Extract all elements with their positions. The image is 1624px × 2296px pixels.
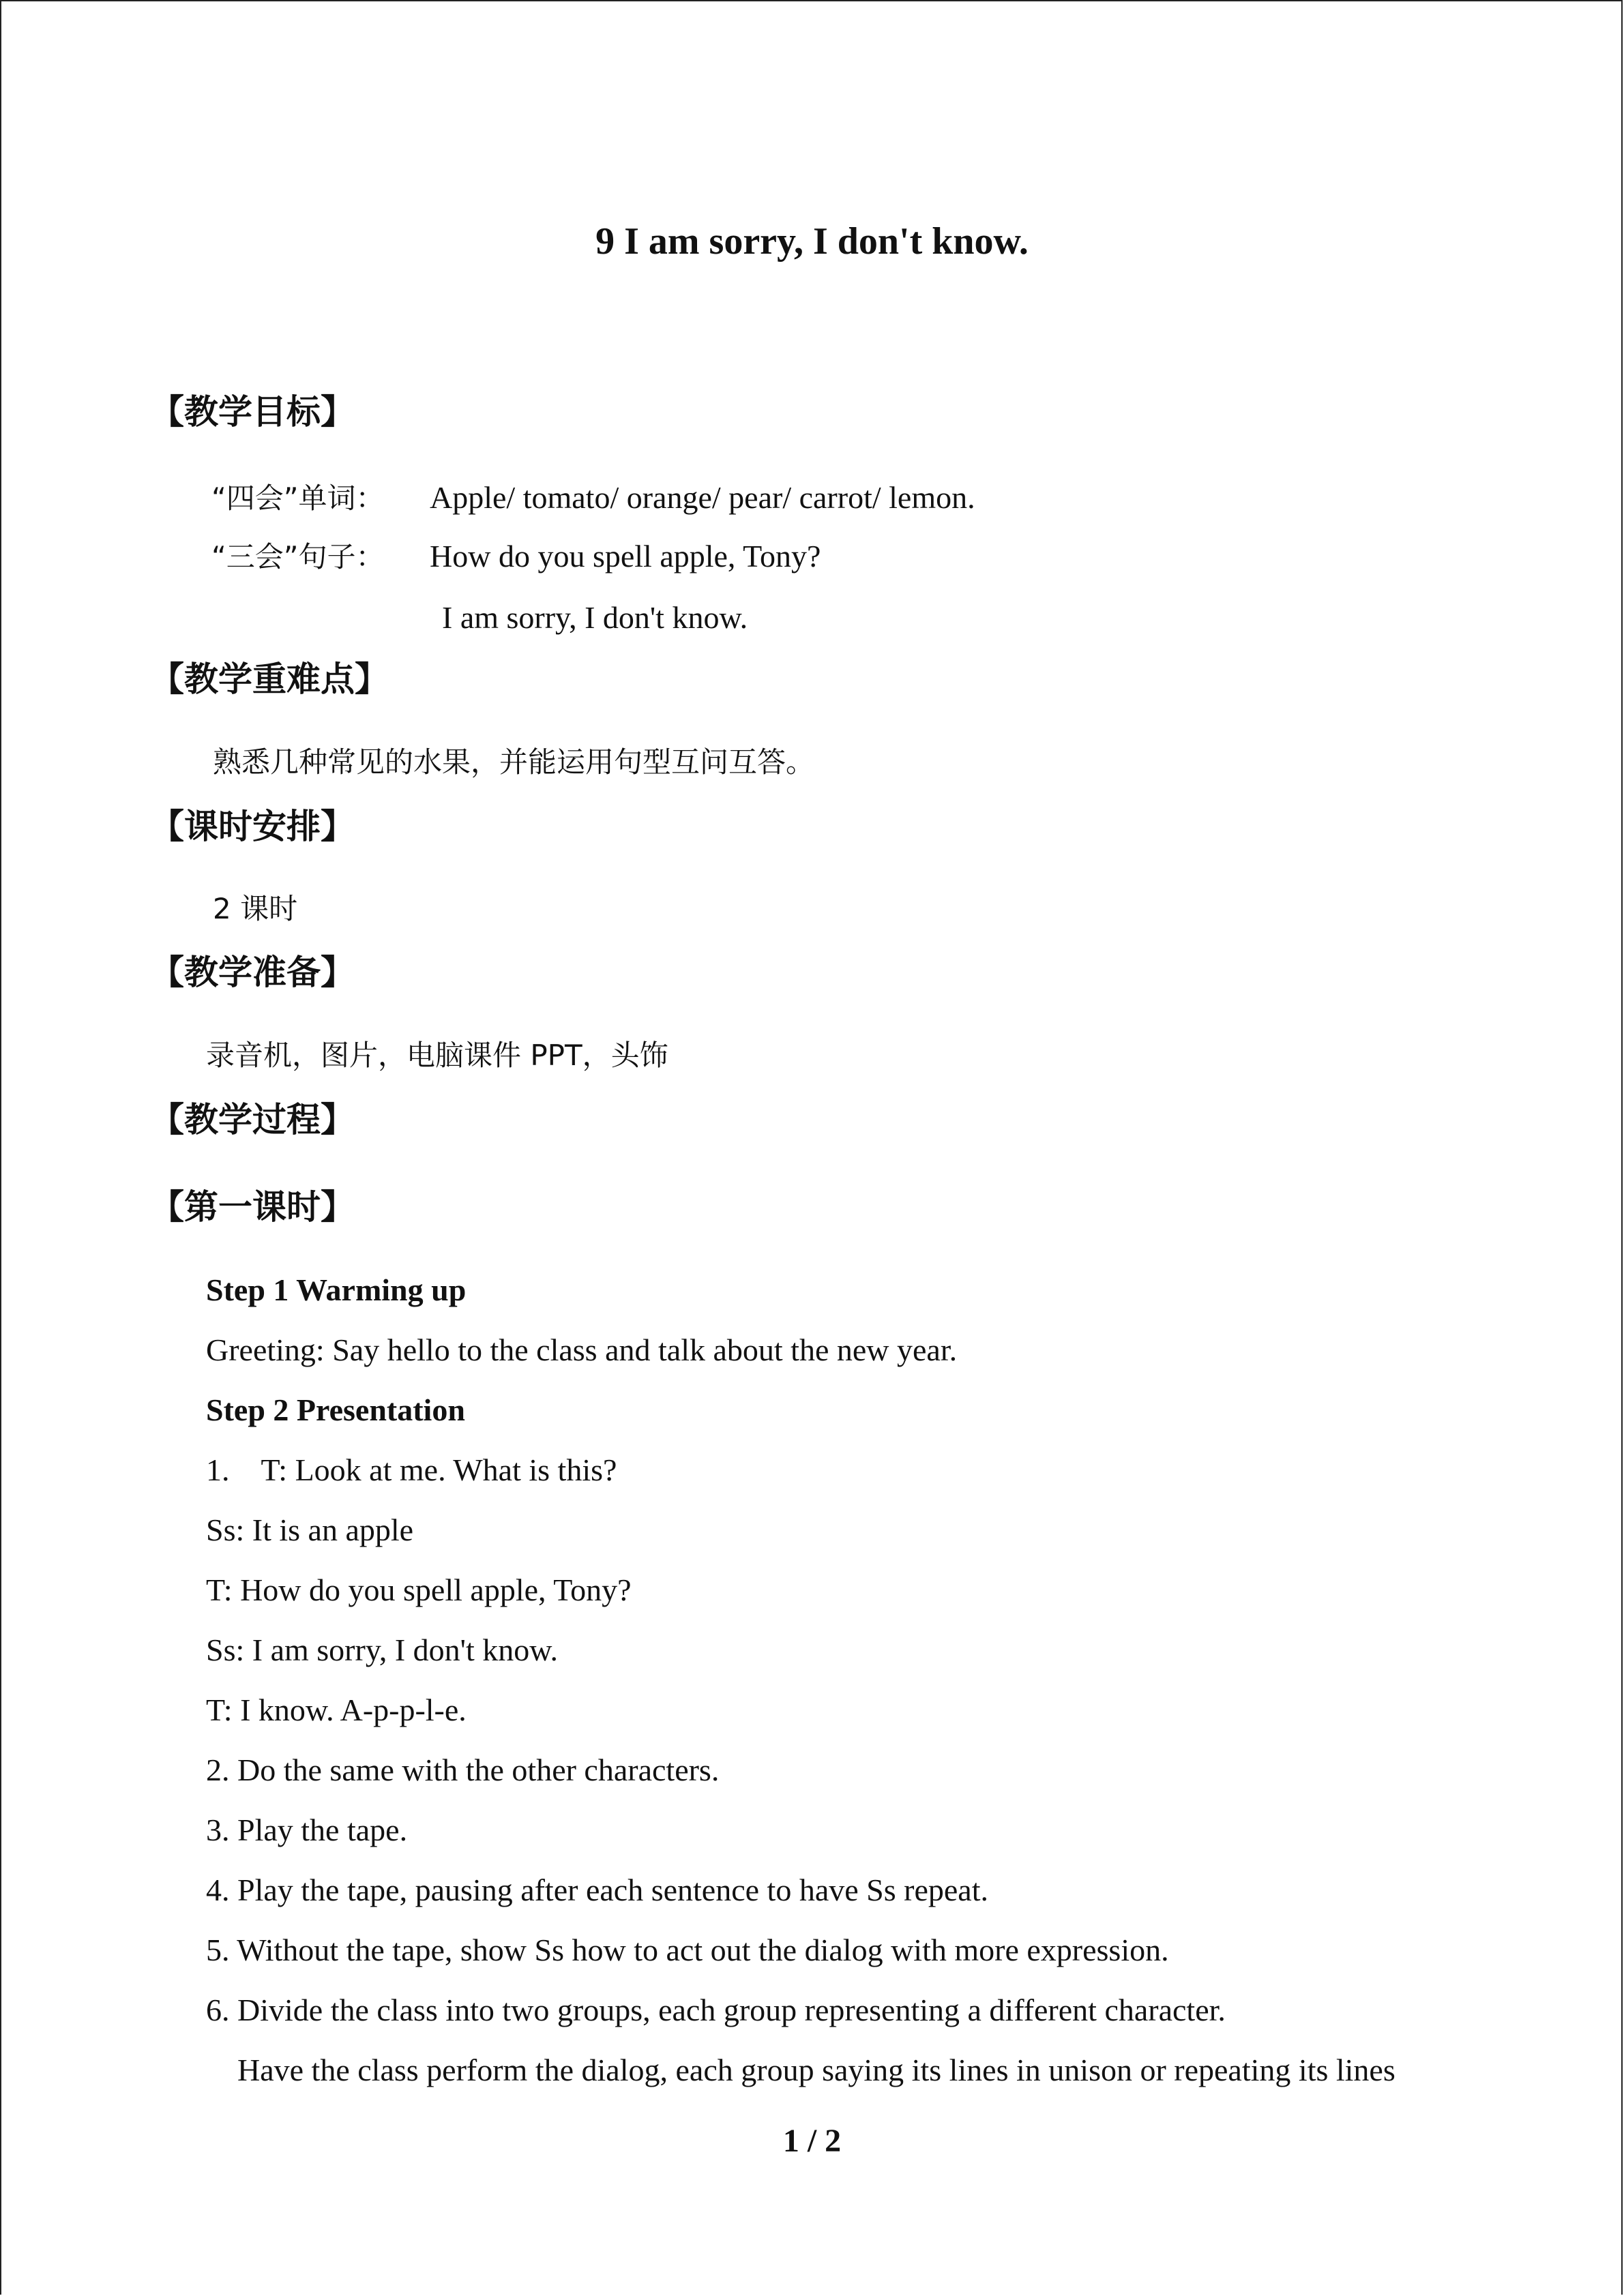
page-number: 1 / 2: [782, 2123, 842, 2159]
presentation-line: 5. Without the tape, show Ss how to act out the dialog with more expression.: [206, 1933, 1169, 1967]
heading-preparation: 【教学准备】: [150, 953, 355, 992]
step2-title: Step 2 Presentation: [206, 1392, 465, 1427]
presentation-line: 3. Play the tape.: [206, 1813, 408, 1847]
presentation-line: 6. Divide the class into two groups, each group representing a different character.: [206, 1993, 1226, 2027]
words-value: Apple/ tomato/ orange/ pear/ carrot/ lemon.: [430, 480, 975, 515]
sentences-label: “三会”句子：: [211, 540, 385, 573]
objective-sentences: [211, 536, 821, 578]
heading-process: 【教学过程】: [150, 1100, 355, 1139]
key-points-text: 熟悉几种常见的水果，并能运用句型互问互答。: [213, 745, 815, 779]
heading-schedule: 【课时安排】: [150, 807, 355, 846]
heading-objectives: 【教学目标】: [150, 392, 355, 432]
presentation-line: Ss: I am sorry, I don't know.: [206, 1632, 558, 1667]
presentation-line: Ss: It is an apple: [206, 1512, 414, 1547]
sentence-2: I am sorry, I don't know.: [442, 600, 748, 635]
heading-lesson-one: 【第一课时】: [150, 1187, 355, 1227]
presentation-line: Have the class perform the dialog, each group saying its lines in unison or repeating its lines: [237, 2053, 1396, 2087]
sentence-1: How do you spell apple, Tony?: [430, 539, 821, 573]
presentation-line: 4. Play the tape, pausing after each sentence to have Ss repeat.: [206, 1873, 988, 1907]
objective-words: [211, 477, 975, 519]
schedule-text: 2 课时: [213, 892, 298, 925]
step1-text: Greeting: Say hello to the class and talk about the new year.: [206, 1332, 958, 1367]
document-title: 9 I am sorry, I don't know.: [595, 220, 1029, 263]
preparation-text: 录音机，图片，电脑课件 PPT，头饰: [206, 1039, 668, 1072]
heading-key-points: 【教学重难点】: [150, 659, 389, 699]
step1-title: Step 1 Warming up: [206, 1272, 467, 1307]
words-label: “四会”单词：: [211, 481, 385, 515]
presentation-line: 2. Do the same with the other characters.: [206, 1753, 720, 1787]
presentation-line: T: I know. A-p-p-l-e.: [206, 1693, 467, 1727]
presentation-line: 1. T: Look at me. What is this?: [206, 1452, 617, 1487]
presentation-line: T: How do you spell apple, Tony?: [206, 1572, 632, 1607]
